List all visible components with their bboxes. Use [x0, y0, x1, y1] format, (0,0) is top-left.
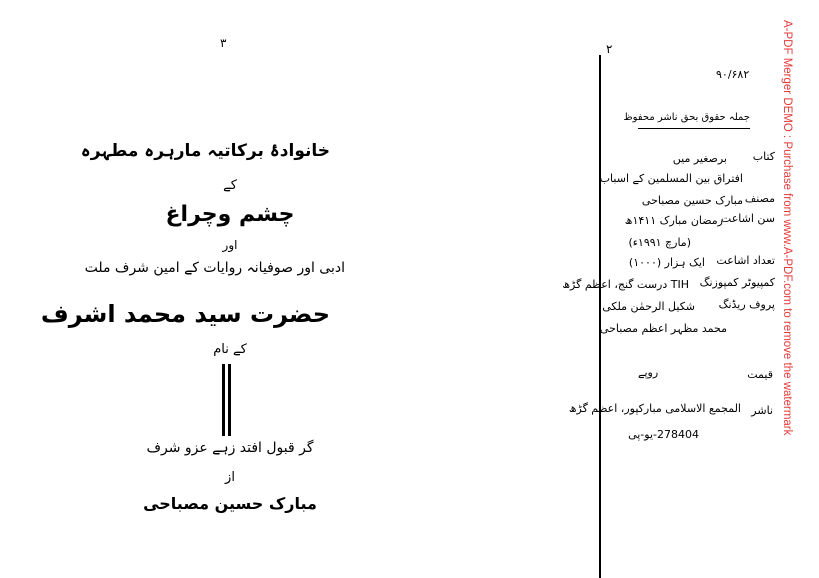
- table-row: [599, 170, 775, 192]
- publisher-value: المجمع الاسلامی مبارکپور، اعظم گڑھ: [568, 402, 741, 415]
- row-value: TIH درست گنج، اعظم گڑھ: [562, 278, 689, 291]
- ke-line: کے: [223, 178, 237, 193]
- watermark-text: A-PDF Merger DEMO : Purchase from www.A-PDF.com to remove the watermark: [781, 20, 793, 436]
- aur-line: اور: [222, 238, 238, 252]
- row-label: پروف ریڈنگ: [718, 298, 775, 311]
- left-page-number: ۳: [220, 36, 227, 50]
- chashm-line: چشم وچراغ: [165, 202, 295, 227]
- table-row: [605, 212, 775, 234]
- row-label: کتاب: [752, 150, 775, 163]
- ke-naam-line: کے نام: [213, 342, 247, 357]
- book-code: ۹۰/۶۸۲: [716, 68, 750, 81]
- publisher-label: ناشر: [751, 404, 773, 417]
- row-value: محمد مظہر اعظم مصباحی: [599, 322, 727, 335]
- copyright-underline: [638, 128, 750, 129]
- row-value: شکیل الرحمٰن ملکی: [602, 300, 695, 313]
- row-value: برصغیر میں: [672, 152, 727, 165]
- copyright-line: جملہ حقوق بحق ناشر محفوظ: [623, 112, 750, 123]
- row-label: تعداد اشاعت: [716, 254, 775, 267]
- page-fold-line: [599, 55, 601, 578]
- author-name: مبارک حسین مصباحی: [143, 494, 317, 513]
- row-value: افتراق بین المسلمین کے اسباب: [599, 172, 743, 185]
- tradition-line: ادبی اور صوفیانہ روایات کے امین شرف ملت: [84, 260, 345, 276]
- dedication-bar-right: [228, 364, 231, 436]
- table-row: [602, 298, 775, 320]
- price-label: قیمت: [747, 368, 773, 381]
- az-line: از: [225, 470, 235, 485]
- price-value: روپے: [638, 366, 659, 379]
- table-row: [599, 320, 775, 342]
- row-label: سن اشاعت: [720, 212, 775, 225]
- dedication-bar-left: [222, 364, 225, 436]
- row-label: کمپیوٹر کمپوزنگ: [699, 276, 775, 289]
- table-row: [562, 276, 775, 298]
- details-table: [562, 150, 775, 342]
- right-page-number: ۲: [606, 42, 613, 56]
- row-value: مبارک حسین مصباحی: [641, 194, 743, 207]
- row-value: (مارچ ۱۹۹۱ء): [628, 236, 691, 249]
- row-value: ایک ہزار (۱۰۰۰): [628, 256, 705, 269]
- row-value: رمضان مبارک ۱۴۱۱ھ: [624, 214, 723, 227]
- table-row: [605, 150, 775, 170]
- row-label: مصنف: [744, 192, 775, 205]
- honoree-name: حضرت سید محمد اشرف: [40, 300, 330, 328]
- table-row: [605, 254, 775, 276]
- table-row: [605, 192, 775, 212]
- publisher-phone: 278404-یو-پی: [628, 428, 699, 441]
- dedication-verse: گر قبول افتد زہے عزو شرف: [146, 440, 314, 456]
- family-line: خانوادۂ برکاتیہ مارہرہ مطہرہ: [80, 141, 330, 161]
- table-row: [605, 234, 775, 254]
